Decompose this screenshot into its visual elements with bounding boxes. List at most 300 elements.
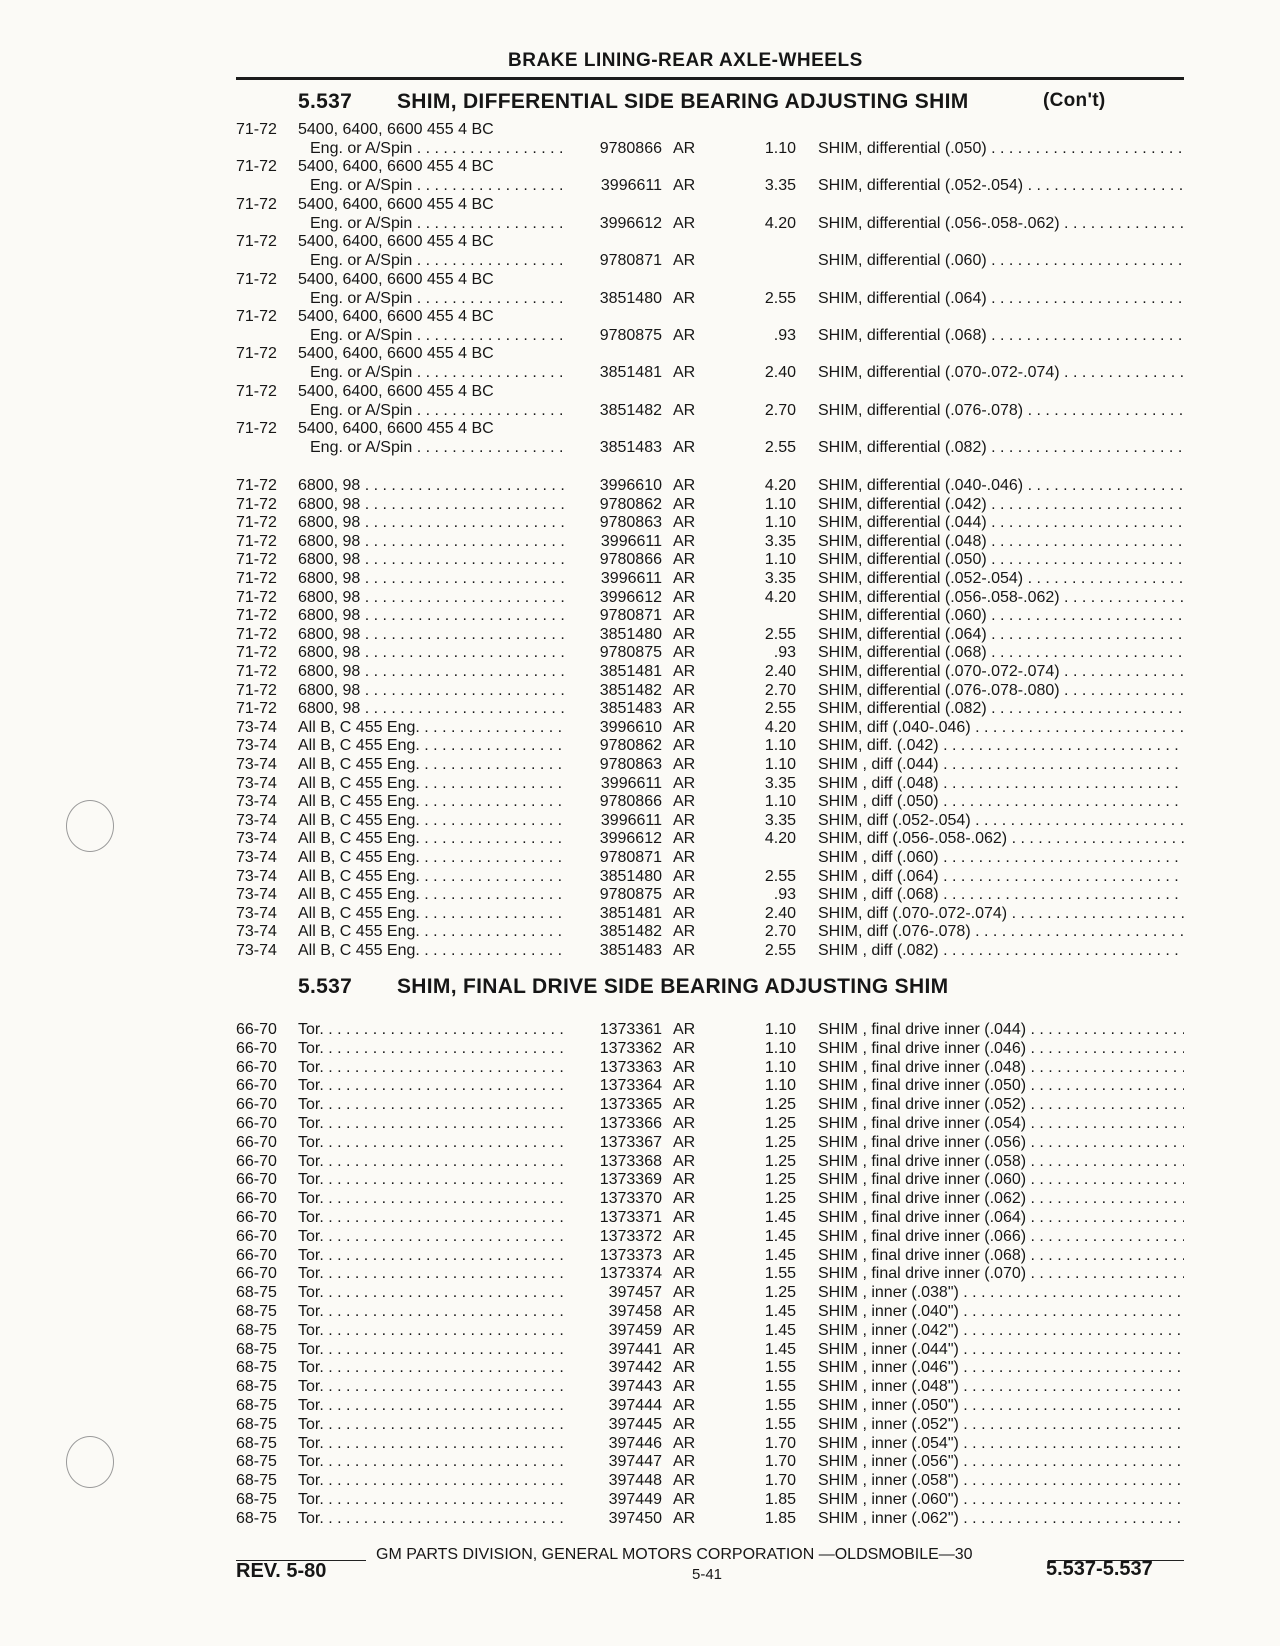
row-unit: AR bbox=[673, 1359, 696, 1377]
row-description: All B, C 455 Eng. . . . bbox=[298, 829, 566, 848]
footer-publisher: GM PARTS DIVISION, GENERAL MOTORS CORPORATION —OLDSMOBILE—30 bbox=[376, 1546, 973, 1563]
row-price: 1.70 bbox=[764, 1434, 796, 1452]
table-row bbox=[0, 532, 1280, 551]
row-description: All B, C 455 Eng. . . . bbox=[298, 792, 566, 811]
row-unit: AR bbox=[673, 1133, 696, 1151]
row-part-number: 3996611 bbox=[600, 532, 662, 550]
row-part-number: 397450 bbox=[608, 1509, 662, 1527]
table-row bbox=[0, 1076, 1280, 1095]
row-price: 2.55 bbox=[764, 700, 796, 718]
row-part-name: SHIM , diff (.044) . . . bbox=[818, 755, 1184, 774]
row-unit: AR bbox=[673, 774, 696, 792]
row-part-name: SHIM, differential (.076-.078-.080) . . . bbox=[818, 681, 1184, 700]
revision-label: REV. 5-80 bbox=[236, 1560, 327, 1582]
row-description: Tor. . . . bbox=[298, 1058, 566, 1077]
row-unit: AR bbox=[673, 644, 696, 662]
row-part-number: 9780863 bbox=[599, 756, 662, 773]
row-part-number: 9780875 bbox=[599, 327, 662, 344]
row-description: Tor. . . . bbox=[298, 1208, 566, 1227]
row-description: Tor. . . . bbox=[298, 1189, 566, 1208]
row-description: All B, C 455 Eng. . . . bbox=[298, 718, 566, 737]
row-part-name: SHIM , inner (.054") . . . bbox=[818, 1434, 1184, 1453]
table-row bbox=[0, 251, 1280, 270]
row-description: 6800, 98 . . . bbox=[298, 625, 566, 644]
row-price: 1.10 bbox=[764, 737, 796, 755]
row-year: 73-74 bbox=[236, 923, 277, 941]
row-part-name: SHIM, differential (.040-.046) . . . bbox=[818, 476, 1184, 495]
row-description: All B, C 455 Eng. . . . bbox=[298, 774, 566, 793]
row-year: 71-72 bbox=[236, 570, 277, 587]
row-description: Tor. . . . bbox=[298, 1302, 566, 1321]
row-description: Tor. . . . bbox=[298, 1321, 566, 1340]
row-unit: AR bbox=[673, 1152, 696, 1170]
row-year: 68-75 bbox=[236, 1397, 277, 1414]
table-row bbox=[0, 1321, 1280, 1340]
table-row-heading bbox=[0, 157, 1280, 176]
row-description: Eng. or A/Spin . . . bbox=[310, 438, 566, 457]
row-year: 73-74 bbox=[236, 793, 277, 811]
row-price: 2.70 bbox=[764, 401, 796, 419]
row-part-number: 1373363 bbox=[599, 1058, 662, 1076]
row-unit: AR bbox=[673, 849, 696, 866]
row-description: Tor. . . . bbox=[298, 1039, 566, 1058]
row-price: 4.20 bbox=[764, 718, 796, 736]
row-year: 71-72 bbox=[236, 607, 277, 625]
row-description: All B, C 455 Eng. . . . bbox=[298, 885, 566, 904]
row-price: 1.25 bbox=[764, 1152, 796, 1170]
row-unit: AR bbox=[673, 532, 696, 550]
section-title: SHIM, DIFFERENTIAL SIDE BEARING ADJUSTING SHIM bbox=[397, 90, 969, 113]
row-year: 73-74 bbox=[236, 942, 277, 959]
row-unit: AR bbox=[673, 663, 696, 680]
row-unit: AR bbox=[673, 1058, 696, 1076]
row-year: 71-72 bbox=[236, 625, 277, 643]
row-description: Eng. or A/Spin . . . bbox=[310, 401, 566, 420]
row-part-number: 1373361 bbox=[599, 1021, 662, 1038]
row-description: 5400, 6400, 6600 455 4 BC bbox=[298, 195, 494, 213]
table-row bbox=[0, 401, 1280, 420]
row-description: 6800, 98 . . . bbox=[298, 699, 566, 718]
row-part-number: 1373365 bbox=[599, 1096, 662, 1114]
table-row bbox=[0, 736, 1280, 755]
row-part-name: SHIM , inner (.042") . . . bbox=[818, 1321, 1184, 1340]
row-part-number: 9780862 bbox=[599, 495, 662, 513]
row-price: .93 bbox=[773, 644, 796, 662]
row-year: 71-72 bbox=[236, 514, 277, 532]
row-part-name: SHIM , final drive inner (.060) . . . bbox=[818, 1170, 1184, 1189]
page-header: BRAKE LINING-REAR AXLE-WHEELS bbox=[508, 50, 863, 71]
row-part-name: SHIM, differential (.070-.072-.074) . . . bbox=[818, 363, 1184, 382]
row-part-number: 397443 bbox=[608, 1378, 662, 1396]
row-part-number: 397449 bbox=[608, 1491, 662, 1508]
row-description: 5400, 6400, 6600 455 4 BC bbox=[298, 420, 494, 438]
row-description: Tor. . . . bbox=[298, 1452, 566, 1471]
row-unit: AR bbox=[673, 607, 696, 625]
table-row bbox=[0, 718, 1280, 737]
row-unit: AR bbox=[673, 1415, 696, 1433]
row-description: 6800, 98 . . . bbox=[298, 643, 566, 662]
row-price: 3.35 bbox=[764, 532, 796, 550]
row-price: 1.25 bbox=[764, 1171, 796, 1189]
row-unit: AR bbox=[673, 793, 696, 811]
row-part-number: 1373367 bbox=[599, 1133, 662, 1151]
row-part-name: SHIM , inner (.050") . . . bbox=[818, 1396, 1184, 1415]
row-year: 66-70 bbox=[236, 1190, 277, 1208]
row-year: 73-74 bbox=[236, 849, 277, 866]
row-price: 1.10 bbox=[764, 793, 796, 811]
row-price: 1.55 bbox=[764, 1265, 796, 1283]
row-price: 2.40 bbox=[764, 663, 796, 680]
row-price: .93 bbox=[773, 886, 796, 904]
row-part-number: 1373368 bbox=[599, 1152, 662, 1170]
table-row bbox=[0, 625, 1280, 644]
row-description: 5400, 6400, 6600 455 4 BC bbox=[298, 158, 494, 176]
row-unit: AR bbox=[673, 700, 696, 718]
row-part-name: SHIM , final drive inner (.046) . . . bbox=[818, 1039, 1184, 1058]
row-description: 6800, 98 . . . bbox=[298, 495, 566, 514]
row-year: 66-70 bbox=[236, 1227, 277, 1245]
row-part-number: 3996611 bbox=[600, 774, 662, 792]
row-part-number: 397459 bbox=[608, 1321, 662, 1339]
row-year: 71-72 bbox=[236, 588, 277, 606]
row-year: 66-70 bbox=[236, 1058, 277, 1076]
row-part-name: SHIM, diff (.052-.054) . . . bbox=[818, 811, 1184, 830]
table-row bbox=[0, 495, 1280, 514]
row-part-name: SHIM , diff (.064) . . . bbox=[818, 867, 1184, 886]
row-part-number: 397448 bbox=[608, 1472, 662, 1490]
row-unit: AR bbox=[673, 1434, 696, 1452]
table-row bbox=[0, 867, 1280, 886]
row-unit: AR bbox=[673, 495, 696, 513]
row-unit: AR bbox=[673, 439, 696, 457]
row-part-number: 3996611 bbox=[600, 177, 662, 195]
row-year: 66-70 bbox=[236, 1039, 277, 1057]
table-row bbox=[0, 1227, 1280, 1246]
table-row bbox=[0, 1509, 1280, 1528]
row-year: 73-74 bbox=[236, 830, 277, 848]
row-unit: AR bbox=[673, 1472, 696, 1490]
row-unit: AR bbox=[673, 681, 696, 699]
table-row bbox=[0, 513, 1280, 532]
table-row bbox=[0, 1058, 1280, 1077]
row-description: Tor. . . . bbox=[298, 1396, 566, 1415]
row-unit: AR bbox=[673, 1021, 696, 1038]
row-year: 68-75 bbox=[236, 1491, 277, 1508]
row-price: 1.45 bbox=[764, 1246, 796, 1264]
row-part-number: 3996611 bbox=[600, 570, 662, 587]
row-unit: AR bbox=[673, 252, 696, 270]
row-description: Eng. or A/Spin . . . bbox=[310, 326, 566, 345]
row-part-name: SHIM, differential (.052-.054) . . . bbox=[818, 569, 1184, 588]
row-part-name: SHIM, differential (.068) . . . bbox=[818, 326, 1184, 345]
row-part-name: SHIM , final drive inner (.058) . . . bbox=[818, 1152, 1184, 1171]
row-price: 2.55 bbox=[764, 439, 796, 457]
row-description: 6800, 98 . . . bbox=[298, 606, 566, 625]
row-year: 71-72 bbox=[236, 551, 277, 569]
row-part-name: SHIM, differential (.068) . . . bbox=[818, 643, 1184, 662]
table-row bbox=[0, 1152, 1280, 1171]
row-price: 1.10 bbox=[764, 551, 796, 569]
row-description: Tor. . . . bbox=[298, 1264, 566, 1283]
row-year: 71-72 bbox=[236, 382, 277, 400]
row-part-name: SHIM , inner (.052") . . . bbox=[818, 1415, 1184, 1434]
continued-label: (Con't) bbox=[1043, 90, 1106, 111]
row-part-number: 1373374 bbox=[599, 1265, 662, 1283]
row-unit: AR bbox=[673, 477, 696, 494]
row-price: 1.10 bbox=[764, 1058, 796, 1076]
row-description: All B, C 455 Eng. . . . bbox=[298, 755, 566, 774]
row-year: 71-72 bbox=[236, 158, 277, 176]
row-year: 66-70 bbox=[236, 1246, 277, 1264]
row-year: 66-70 bbox=[236, 1265, 277, 1283]
row-part-name: SHIM, diff (.070-.072-.074) . . . bbox=[818, 904, 1184, 923]
row-part-name: SHIM, differential (.060) . . . bbox=[818, 606, 1184, 625]
table-row bbox=[0, 1340, 1280, 1359]
row-description: Tor. . . . bbox=[298, 1076, 566, 1095]
row-part-name: SHIM, differential (.056-.058-.062) . . . bbox=[818, 214, 1184, 233]
row-year: 71-72 bbox=[236, 420, 277, 438]
row-description: 5400, 6400, 6600 455 4 BC bbox=[298, 382, 494, 400]
row-unit: AR bbox=[673, 1227, 696, 1245]
row-year: 66-70 bbox=[236, 1021, 277, 1038]
table-row bbox=[0, 588, 1280, 607]
row-unit: AR bbox=[673, 364, 696, 382]
row-unit: AR bbox=[673, 737, 696, 755]
row-part-number: 9780863 bbox=[599, 514, 662, 532]
row-year: 71-72 bbox=[236, 308, 277, 325]
row-description: 6800, 98 . . . bbox=[298, 662, 566, 681]
binder-hole bbox=[66, 1436, 114, 1488]
row-part-name: SHIM, differential (.060) . . . bbox=[818, 251, 1184, 270]
row-price: 2.70 bbox=[764, 923, 796, 941]
row-description: All B, C 455 Eng. . . . bbox=[298, 736, 566, 755]
table-row-heading bbox=[0, 232, 1280, 251]
row-unit: AR bbox=[673, 1378, 696, 1396]
table-row bbox=[0, 1396, 1280, 1415]
table-row bbox=[0, 1377, 1280, 1396]
row-part-name: SHIM , inner (.060") . . . bbox=[818, 1490, 1184, 1509]
row-part-number: 3996610 bbox=[599, 477, 662, 494]
table-row bbox=[0, 1358, 1280, 1377]
row-price: 1.10 bbox=[764, 1039, 796, 1057]
row-description: Tor. . . . bbox=[298, 1509, 566, 1528]
row-price: 2.55 bbox=[764, 625, 796, 643]
row-part-number: 9780862 bbox=[599, 737, 662, 755]
row-price: 1.10 bbox=[764, 140, 796, 157]
row-part-number: 3996611 bbox=[600, 811, 662, 829]
row-year: 71-72 bbox=[236, 195, 277, 213]
row-unit: AR bbox=[673, 1096, 696, 1114]
table-row bbox=[0, 1020, 1280, 1039]
row-description: Tor. . . . bbox=[298, 1377, 566, 1396]
row-part-name: SHIM, diff (.040-.046) . . . bbox=[818, 718, 1184, 737]
row-year: 73-74 bbox=[236, 904, 277, 922]
row-unit: AR bbox=[673, 1303, 696, 1320]
row-price: 3.35 bbox=[764, 570, 796, 587]
row-description: Tor. . . . bbox=[298, 1434, 566, 1453]
table-row bbox=[0, 1095, 1280, 1114]
row-part-number: 3851483 bbox=[599, 700, 662, 718]
row-year: 73-74 bbox=[236, 718, 277, 736]
row-part-name: SHIM, diff (.056-.058-.062) . . . bbox=[818, 829, 1184, 848]
row-unit: AR bbox=[673, 625, 696, 643]
row-unit: AR bbox=[673, 756, 696, 773]
row-description: Tor. . . . bbox=[298, 1170, 566, 1189]
row-price: 1.45 bbox=[764, 1209, 796, 1226]
table-row bbox=[0, 363, 1280, 382]
row-price: 1.45 bbox=[764, 1321, 796, 1339]
row-part-number: 3851482 bbox=[599, 923, 662, 941]
row-description: Eng. or A/Spin . . . bbox=[310, 251, 566, 270]
row-part-name: SHIM, differential (.082) . . . bbox=[818, 699, 1184, 718]
row-unit: AR bbox=[673, 1246, 696, 1264]
header-rule bbox=[236, 77, 1184, 80]
row-unit: AR bbox=[673, 718, 696, 736]
row-price: 1.45 bbox=[764, 1303, 796, 1320]
row-part-name: SHIM , final drive inner (.070) . . . bbox=[818, 1264, 1184, 1283]
row-description: Tor. . . . bbox=[298, 1114, 566, 1133]
row-year: 71-72 bbox=[236, 681, 277, 699]
table-row bbox=[0, 438, 1280, 457]
row-price: 1.70 bbox=[764, 1472, 796, 1490]
table-row-heading bbox=[0, 270, 1280, 289]
row-part-name: SHIM , final drive inner (.068) . . . bbox=[818, 1246, 1184, 1265]
row-part-name: SHIM, differential (.064) . . . bbox=[818, 625, 1184, 644]
table-row bbox=[0, 699, 1280, 718]
row-part-number: 397441 bbox=[608, 1340, 662, 1358]
row-part-name: SHIM, differential (.042) . . . bbox=[818, 495, 1184, 514]
table-row bbox=[0, 1208, 1280, 1227]
row-description: Tor. . . . bbox=[298, 1020, 566, 1039]
row-part-number: 3851480 bbox=[599, 625, 662, 643]
row-unit: AR bbox=[673, 1284, 696, 1302]
row-unit: AR bbox=[673, 923, 696, 941]
row-part-number: 1373372 bbox=[599, 1227, 662, 1245]
row-part-number: 3851480 bbox=[599, 289, 662, 307]
row-price: 1.25 bbox=[764, 1284, 796, 1302]
row-year: 71-72 bbox=[236, 270, 277, 288]
row-unit: AR bbox=[673, 942, 696, 959]
row-part-number: 3996612 bbox=[599, 214, 662, 232]
row-part-name: SHIM, differential (.044) . . . bbox=[818, 513, 1184, 532]
row-unit: AR bbox=[673, 811, 696, 829]
table-row bbox=[0, 289, 1280, 308]
row-year: 68-75 bbox=[236, 1453, 277, 1471]
row-unit: AR bbox=[673, 1209, 696, 1226]
table-row bbox=[0, 1170, 1280, 1189]
row-part-number: 1373369 bbox=[599, 1171, 662, 1189]
row-year: 68-75 bbox=[236, 1434, 277, 1452]
row-price: 1.45 bbox=[764, 1340, 796, 1358]
row-part-name: SHIM , final drive inner (.050) . . . bbox=[818, 1076, 1184, 1095]
table-row bbox=[0, 662, 1280, 681]
table-row bbox=[0, 1189, 1280, 1208]
row-part-number: 397442 bbox=[608, 1359, 662, 1377]
table-row bbox=[0, 1434, 1280, 1453]
row-description: Tor. . . . bbox=[298, 1283, 566, 1302]
table-row bbox=[0, 1264, 1280, 1283]
table-row bbox=[0, 755, 1280, 774]
row-part-number: 397447 bbox=[608, 1453, 662, 1471]
row-part-number: 1373366 bbox=[599, 1115, 662, 1132]
row-description: Tor. . . . bbox=[298, 1358, 566, 1377]
row-year: 66-70 bbox=[236, 1077, 277, 1095]
table-row bbox=[0, 606, 1280, 625]
row-price: 1.85 bbox=[764, 1491, 796, 1508]
row-part-number: 9780866 bbox=[599, 140, 662, 157]
row-year: 71-72 bbox=[236, 700, 277, 718]
table-row bbox=[0, 569, 1280, 588]
row-price: 2.40 bbox=[764, 364, 796, 382]
row-year: 73-74 bbox=[236, 756, 277, 773]
row-price: 2.55 bbox=[764, 942, 796, 959]
row-part-name: SHIM , inner (.044") . . . bbox=[818, 1340, 1184, 1359]
row-description: 6800, 98 . . . bbox=[298, 681, 566, 700]
table-row bbox=[0, 774, 1280, 793]
row-part-name: SHIM , final drive inner (.064) . . . bbox=[818, 1208, 1184, 1227]
row-unit: AR bbox=[673, 551, 696, 569]
row-part-name: SHIM , inner (.038") . . . bbox=[818, 1283, 1184, 1302]
table-row-heading bbox=[0, 419, 1280, 438]
table-row bbox=[0, 792, 1280, 811]
row-unit: AR bbox=[673, 1340, 696, 1358]
row-part-name: SHIM , diff (.060) . . . bbox=[818, 848, 1184, 867]
row-price: 3.35 bbox=[764, 177, 796, 195]
table-row bbox=[0, 1114, 1280, 1133]
row-part-name: SHIM , diff (.050) . . . bbox=[818, 792, 1184, 811]
row-year: 71-72 bbox=[236, 121, 277, 138]
row-part-number: 3851480 bbox=[599, 867, 662, 885]
row-part-number: 3851482 bbox=[599, 401, 662, 419]
row-part-name: SHIM , inner (.040") . . . bbox=[818, 1302, 1184, 1321]
row-part-number: 3851483 bbox=[599, 439, 662, 457]
table-row-heading bbox=[0, 307, 1280, 326]
row-unit: AR bbox=[673, 177, 696, 195]
row-part-number: 3851483 bbox=[599, 942, 662, 959]
row-price: 4.20 bbox=[764, 214, 796, 232]
table-row bbox=[0, 214, 1280, 233]
row-price: 1.10 bbox=[764, 756, 796, 773]
row-unit: AR bbox=[673, 327, 696, 344]
table-row bbox=[0, 829, 1280, 848]
row-unit: AR bbox=[673, 214, 696, 232]
table-row-heading bbox=[0, 195, 1280, 214]
row-part-name: SHIM, differential (.048) . . . bbox=[818, 532, 1184, 551]
row-year: 66-70 bbox=[236, 1171, 277, 1189]
row-year: 68-75 bbox=[236, 1321, 277, 1339]
row-description: All B, C 455 Eng. . . . bbox=[298, 941, 566, 960]
row-part-name: SHIM, differential (.064) . . . bbox=[818, 289, 1184, 308]
row-price: 1.10 bbox=[764, 514, 796, 532]
row-description: Tor. . . . bbox=[298, 1490, 566, 1509]
row-part-name: SHIM , final drive inner (.048) . . . bbox=[818, 1058, 1184, 1077]
row-part-name: SHIM, diff (.076-.078) . . . bbox=[818, 922, 1184, 941]
row-description: Tor. . . . bbox=[298, 1133, 566, 1152]
row-year: 68-75 bbox=[236, 1359, 277, 1377]
row-price: 2.70 bbox=[764, 681, 796, 699]
table-row-heading bbox=[0, 344, 1280, 363]
table-row bbox=[0, 848, 1280, 867]
row-description: 5400, 6400, 6600 455 4 BC bbox=[298, 345, 494, 363]
row-year: 73-74 bbox=[236, 811, 277, 829]
row-year: 71-72 bbox=[236, 495, 277, 513]
row-description: Tor. . . . bbox=[298, 1095, 566, 1114]
section-number: 5.537 bbox=[298, 975, 353, 998]
row-part-number: 1373364 bbox=[599, 1077, 662, 1095]
row-unit: AR bbox=[673, 1321, 696, 1339]
row-unit: AR bbox=[673, 867, 696, 885]
table-row bbox=[0, 1302, 1280, 1321]
